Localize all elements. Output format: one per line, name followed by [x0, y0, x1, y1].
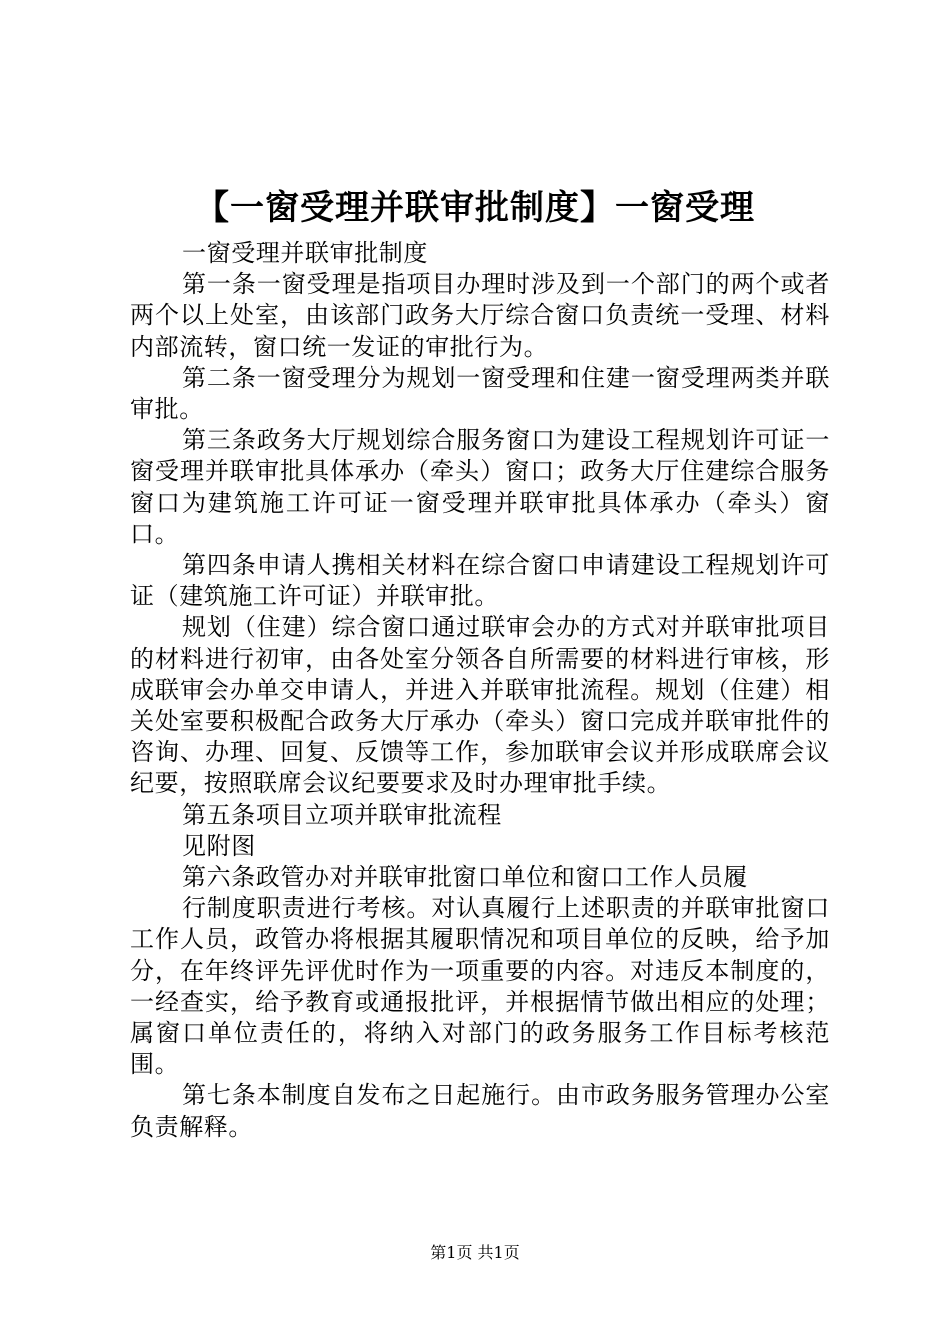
paragraph-see-attachment: 见附图: [182, 831, 256, 860]
paragraph-article-3: 第三条政务大厅规划综合服务窗口为建设工程规划许可证一窗受理并联审批具体承办（牵头）窗口；政务大厅住建综合服务窗口为建筑施工许可证一窗受理并联审批具体承办（牵头）窗口。: [130, 426, 830, 548]
paragraph-article-6-detail: 行制度职责进行考核。对认真履行上述职责的并联审批窗口工作人员，政管办将根据其履职情况和项目单位的反映，给予加分，在年终评先评优时作为一项重要的内容。对违反本制度的，一经查实，给予教育或通报批评，并根据情节做出相应的处理；属窗口单位责任的，将纳入对部门的政务服务工作目标考核范围。: [130, 894, 830, 1079]
paragraph-article-2: 第二条一窗受理分为规划一窗受理和住建一窗受理两类并联审批。: [130, 363, 830, 424]
paragraph-article-1: 第一条一窗受理是指项目办理时涉及到一个部门的两个或者两个以上处室，由该部门政务大厅综合窗口负责统一受理、材料内部流转，窗口统一发证的审批行为。: [130, 270, 830, 361]
paragraph-heading: 一窗受理并联审批制度: [182, 239, 428, 267]
page-footer: 第1页 共1页: [430, 1243, 520, 1262]
document-body: [130, 238, 830, 1143]
paragraph-article-6: 第六条政管办对并联审批窗口单位和窗口工作人员履: [182, 863, 748, 892]
paragraph-article-4-detail: 规划（住建）综合窗口通过联审会办的方式对并联审批项目的材料进行初审，由各处室分领各自所需要的材料进行审核，形成联审会办单交申请人，并进入并联审批流程。规划（住建）相关处室要积极配合政务大厅承办（牵头）窗口完成并联审批件的咨询、办理、回复、反馈等工作，参加联审会议并形成联席会议纪要，按照联席会议纪要要求及时办理审批手续。: [130, 613, 830, 798]
paragraph-article-4: 第四条申请人携相关材料在综合窗口申请建设工程规划许可证（建筑施工许可证）并联审批。: [130, 551, 830, 611]
paragraph-article-7: 第七条本制度自发布之日起施行。由市政务服务管理办公室负责解释。: [130, 1081, 830, 1141]
paragraph-article-5: 第五条项目立项并联审批流程: [182, 800, 502, 829]
document-title: 【一窗受理并联审批制度】一窗受理: [195, 188, 755, 228]
